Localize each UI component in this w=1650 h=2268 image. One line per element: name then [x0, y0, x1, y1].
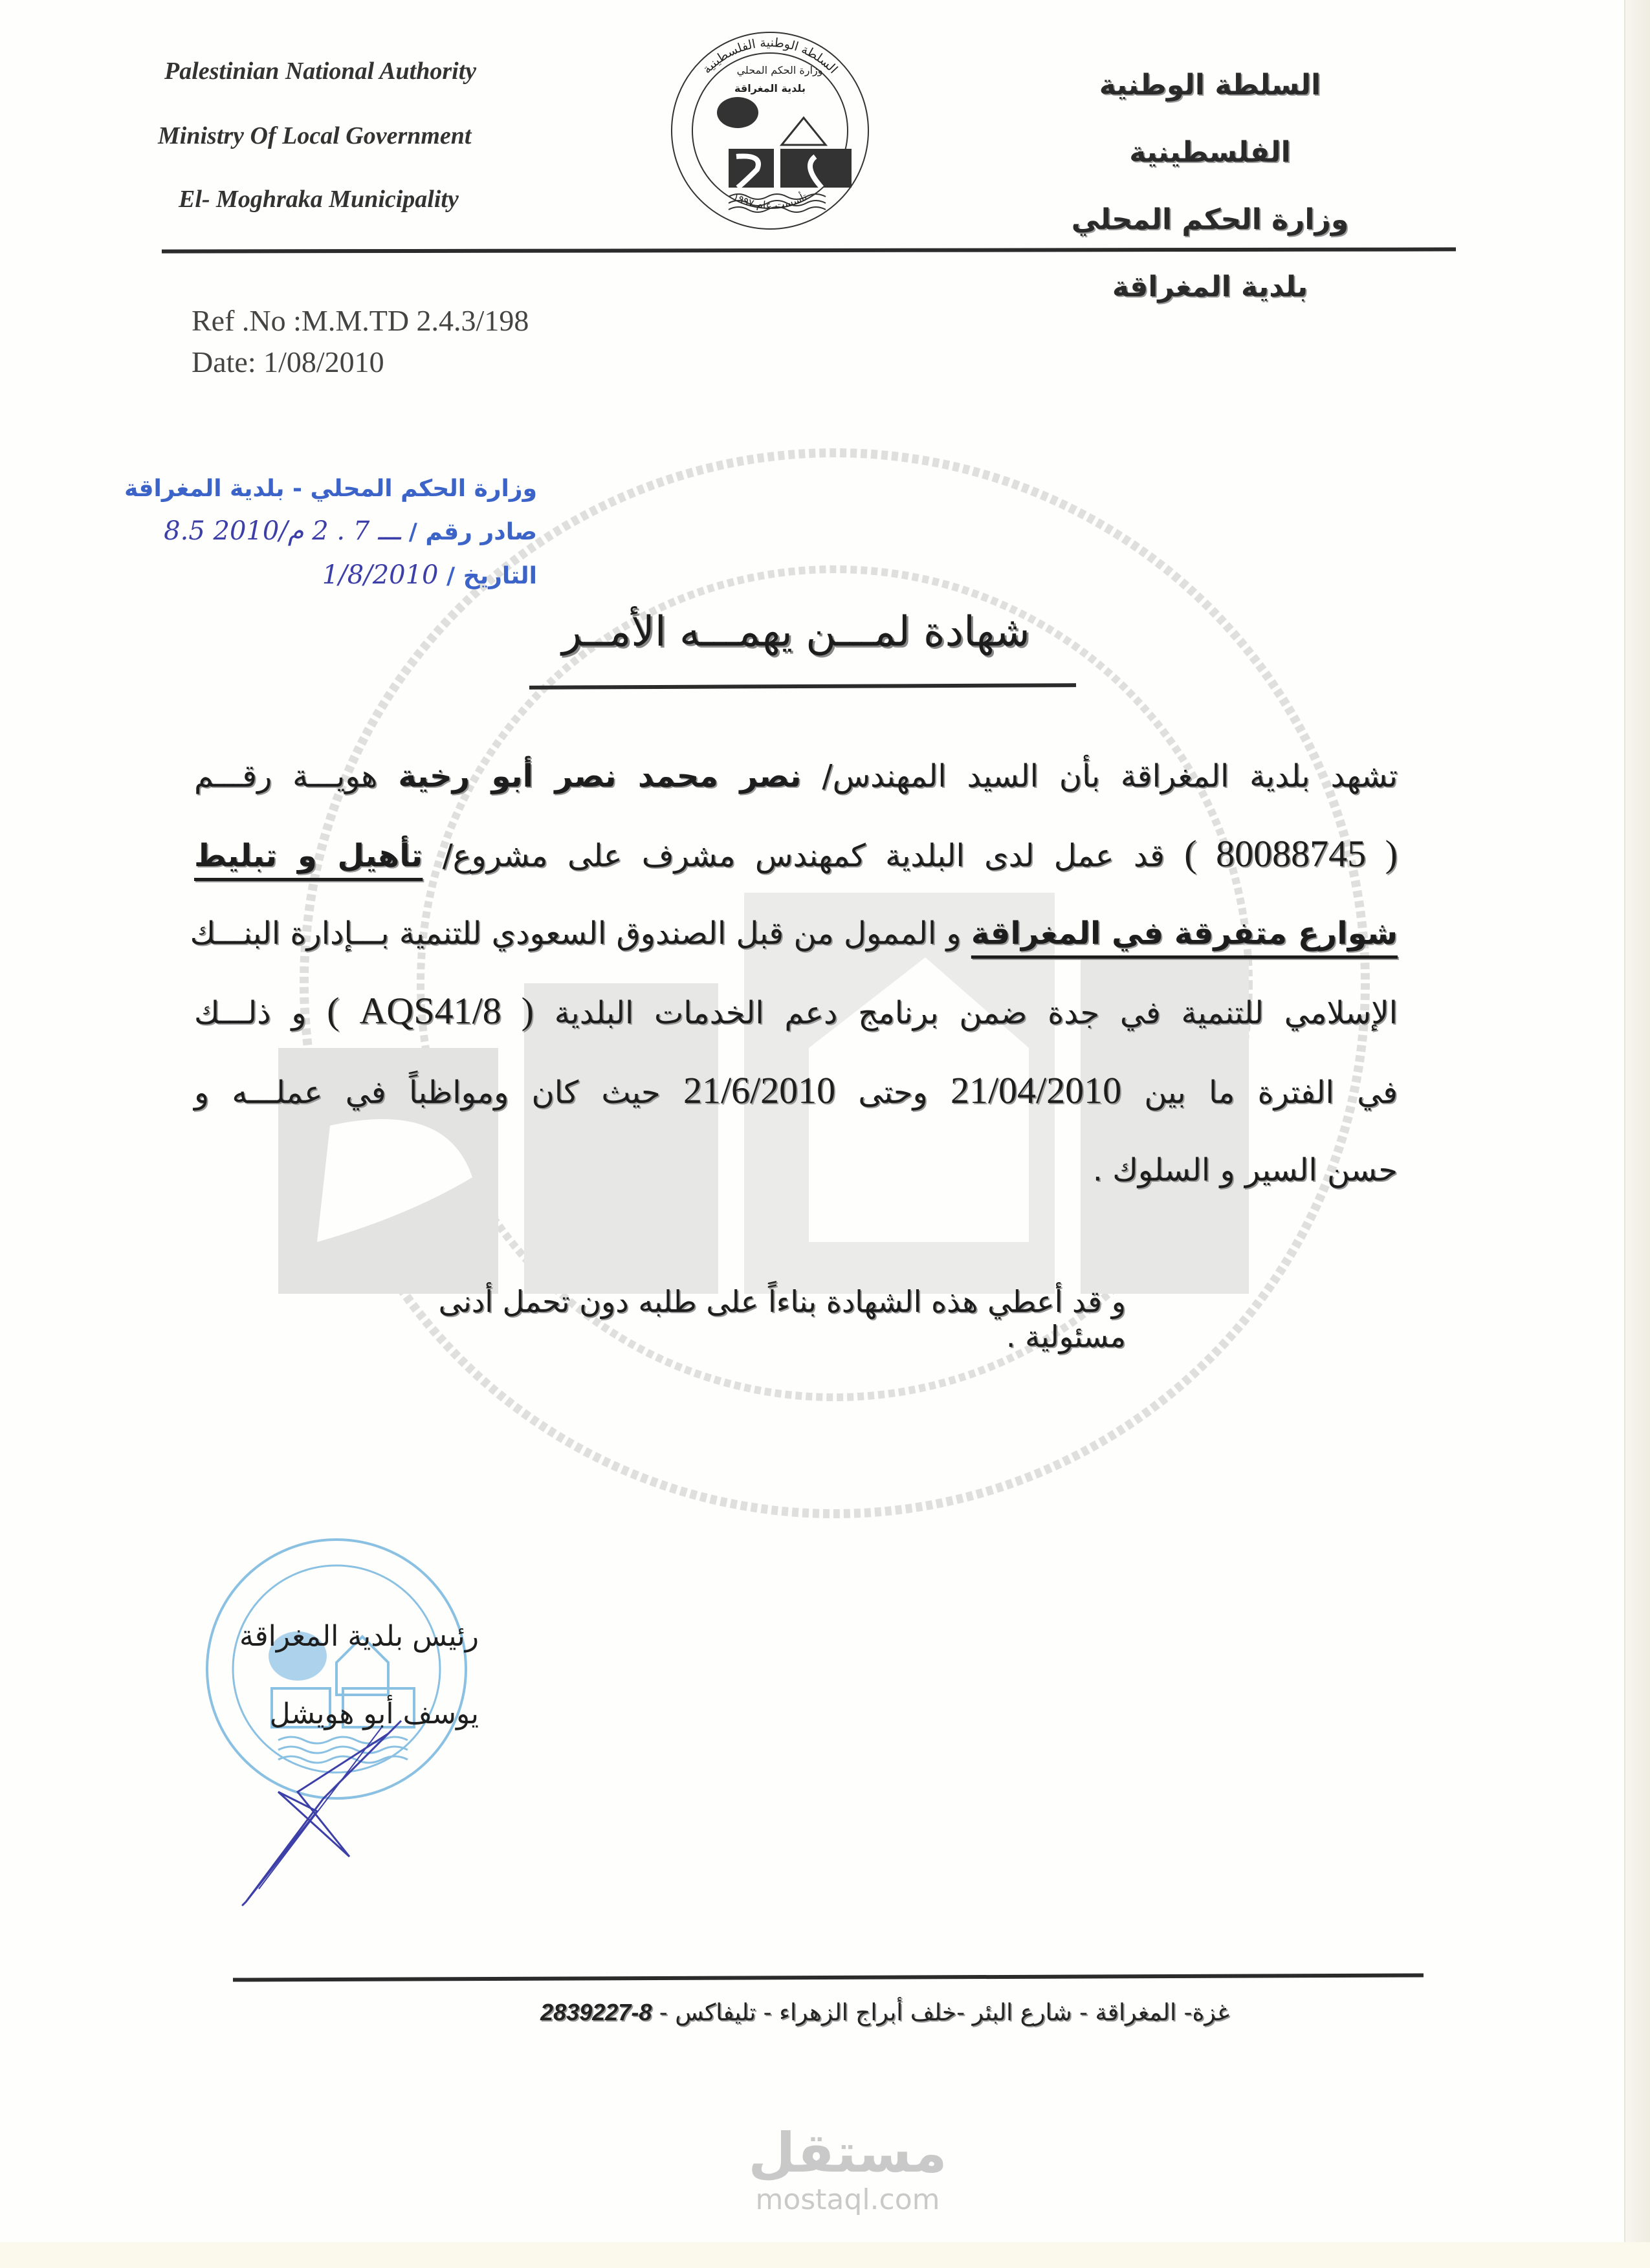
authority-name-en: Palestinian National Authority: [164, 58, 477, 85]
scan-bottom-edge: [0, 2242, 1650, 2268]
stamp-number-label: صادر رقم /: [408, 519, 537, 545]
signatory-title: رئيس بلدية المغراقة: [239, 1620, 479, 1653]
municipality-name-ar: بلدية المغراقة: [1112, 270, 1308, 303]
certificate-title: شهادة لمـــن يهمـــه الأمــر: [562, 608, 1030, 656]
footer-address: غزة- المغراقة - شارع البئر -خلف أبراج الزهراء - تليفاكس -: [652, 2000, 1229, 2026]
project-name-part2: شوارع متفرقة في المغراقة: [971, 915, 1398, 952]
footer-phone: 8-2839227: [540, 1999, 652, 2025]
body-line-2: ( 80088745 ) قد عمل لدى البلدية كمهندس مشرف على مشروع/ تأهيل و تبليط: [194, 833, 1398, 875]
closing-statement: و قد أعطي هذه الشهادة بناءاً على طلبه دون تحمل أدنى مسئولية .: [438, 1284, 1126, 1354]
body-line-4: الإسلامي للتنمية في جدة ضمن برنامج دعم الخدمات البلدية ( AQS41/8 ) و ذلـــك: [194, 990, 1398, 1032]
program-code: ( AQS41/8 ): [327, 990, 534, 1032]
footer-divider: [233, 1973, 1424, 1981]
municipality-logo: [666, 27, 874, 234]
stamp-date-value: 1/8/2010: [322, 560, 439, 590]
id-number: ( 80088745 ): [1184, 833, 1398, 875]
scan-page-edge: [1624, 0, 1650, 2268]
period-end: 21/6/2010: [683, 1069, 836, 1111]
body-line-3: شوارع متفرقة في المغراقة و الممول من قبل الصندوق السعودي للتنمية بـــإدارة البنـــك: [190, 915, 1398, 952]
reference-number: Ref .No :M.M.TD 2.4.3/198: [192, 304, 529, 337]
stamp-date-row: [116, 560, 537, 590]
certificate-body: [190, 737, 1398, 1209]
authority-name-ar: السلطة الوطنية الفلسطينية: [1099, 69, 1321, 169]
reference-date: Date: 1/08/2010: [192, 345, 384, 378]
svg-text:السلطة الوطنية الفلسطينية: السلطة الوطنية الفلسطينية: [699, 36, 841, 77]
stamp-number-row: [116, 516, 537, 546]
handwritten-signature: [220, 1708, 414, 1915]
svg-text:وزارة الحكم المحلي: وزارة الحكم المحلي: [736, 64, 823, 76]
project-name-part1: تأهيل و تبليط: [194, 838, 423, 874]
signatory-name: يوسف أبو هويشل: [269, 1697, 479, 1730]
body-line-5: في الفترة ما بين 21/04/2010 وحتى 21/6/2010 حيث كان ومواظباً في عملـــه و: [194, 1069, 1398, 1111]
svg-text:بلدية المغراقة: بلدية المغراقة: [734, 82, 806, 94]
period-start: 21/04/2010: [950, 1069, 1122, 1111]
svg-text:تأسست عام ١٩٩٧: تأسست عام ١٩٩٧: [731, 190, 809, 212]
mostaql-url: mostaql.com: [755, 2183, 940, 2216]
body-line-6: حسن السير و السلوك .: [1092, 1152, 1398, 1188]
ministry-name-ar: وزارة الحكم المحلي: [1071, 203, 1349, 236]
title-underline: [529, 683, 1076, 690]
body-line-1: تشهد بلدية المغراقة بأن السيد المهندس/ نصر محمد نصر أبو رخية هويـــة رقـــم: [194, 758, 1398, 794]
ministry-name-en: Ministry Of Local Government: [158, 122, 472, 149]
mostaql-watermark: [744, 2122, 951, 2216]
stamp-number-value: 8.5 ـــ 7 . 2 م/2010: [164, 516, 401, 546]
footer-contact: [362, 1999, 1229, 2026]
stamp-date-label: التاريخ /: [446, 563, 537, 589]
mostaql-logo-text: مستقل: [748, 2121, 947, 2185]
outgoing-stamp: [116, 475, 537, 590]
engineer-name: نصر محمد نصر أبو رخية: [398, 758, 802, 794]
reference-block: [192, 300, 529, 383]
municipality-name-en: El- Moghraka Municipality: [179, 186, 459, 213]
stamp-title: وزارة الحكم المحلي - بلدية المغراقة: [124, 475, 537, 502]
header-arabic: [1035, 52, 1385, 321]
